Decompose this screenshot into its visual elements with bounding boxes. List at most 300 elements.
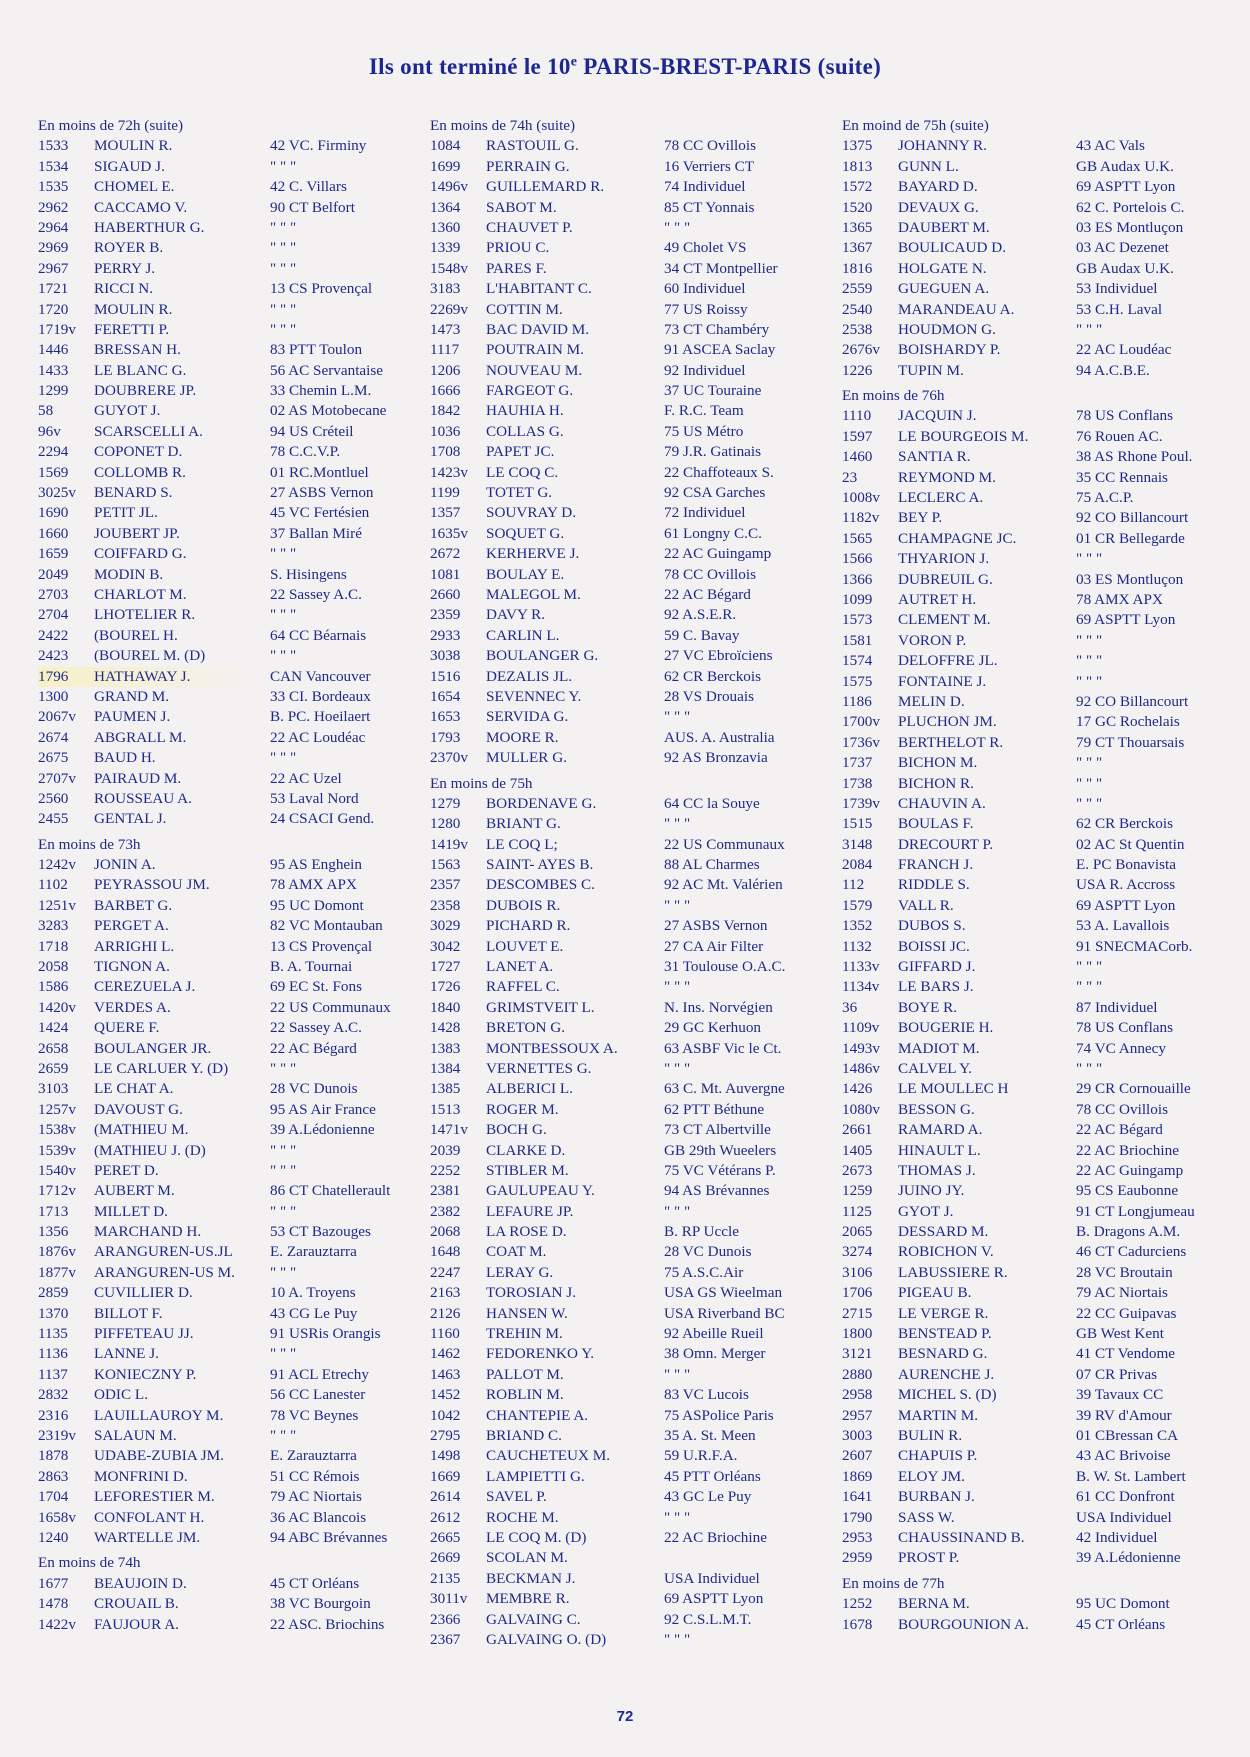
rider-name: GRIMSTVEIT L. <box>486 998 595 1016</box>
result-row <box>842 1344 1242 1364</box>
rider-number: 1426 <box>842 1080 873 1098</box>
rider-club: " " " <box>270 259 297 277</box>
rider-club: " " " <box>664 218 691 236</box>
result-row <box>430 1242 835 1262</box>
result-row <box>38 855 428 875</box>
rider-club: 22 AC Uzel <box>270 769 342 787</box>
rider-name: MARCHAND H. <box>94 1223 202 1241</box>
result-row <box>842 1426 1242 1446</box>
rider-number: 1446 <box>38 341 69 359</box>
rider-number: 1816 <box>842 259 873 277</box>
result-row <box>842 794 1242 814</box>
rider-name: LE BOURGEOIS M. <box>898 427 1029 445</box>
rider-club: " " " <box>664 978 691 996</box>
rider-number: 1538v <box>38 1121 76 1139</box>
rider-club: 39 A.Lédonienne <box>1076 1549 1181 1567</box>
rider-number: 1257v <box>38 1100 76 1118</box>
result-row <box>430 503 835 523</box>
rider-name: THYARION J. <box>898 550 990 568</box>
rider-number: 1700v <box>842 713 880 731</box>
rider-name: PETIT JL. <box>94 504 158 522</box>
rider-name: LOUVET E. <box>486 937 564 955</box>
results-column-3 <box>842 116 1242 1635</box>
rider-club: 87 Individuel <box>1076 998 1158 1016</box>
rider-number: 112 <box>842 876 865 894</box>
rider-number: 1300 <box>38 687 69 705</box>
rider-club: 07 CR Privas <box>1076 1365 1158 1383</box>
result-row <box>38 1181 428 1201</box>
rider-number: 1573 <box>842 611 873 629</box>
rider-number: 3103 <box>38 1080 69 1098</box>
rider-number: 1842 <box>430 402 461 420</box>
result-row <box>38 1487 428 1507</box>
result-row <box>842 651 1242 671</box>
result-row <box>38 463 428 483</box>
rider-name: ELOY JM. <box>898 1467 965 1485</box>
rider-name: GUYOT J. <box>94 402 161 420</box>
rider-club: 22 AC Briochine <box>1076 1141 1179 1159</box>
rider-club: " " " <box>1076 1059 1103 1077</box>
rider-name: PERRY J. <box>94 259 156 277</box>
rider-name: ROGER M. <box>486 1100 559 1118</box>
rider-name: ODIC L. <box>94 1386 148 1404</box>
rider-club: 69 ASPTT Lyon <box>1076 896 1176 914</box>
section-heading: En moins de 77h <box>842 1574 945 1592</box>
result-row <box>430 748 835 768</box>
rider-number: 2065 <box>842 1223 873 1241</box>
rider-name: COLLAS G. <box>486 422 564 440</box>
rider-number: 1383 <box>430 1039 461 1057</box>
rider-number: 2319v <box>38 1427 76 1444</box>
rider-name: CLARKE D. <box>486 1141 566 1159</box>
rider-name: PROST P. <box>898 1549 960 1567</box>
rider-number: 1659 <box>38 545 69 563</box>
result-row <box>842 835 1242 855</box>
rider-club: E. Zarauztarra <box>270 1447 357 1465</box>
rider-name: ROCHE M. <box>486 1508 559 1526</box>
result-row <box>38 381 428 401</box>
rider-name: CHARLOT M. <box>94 585 187 603</box>
rider-number: 2559 <box>842 280 873 298</box>
rider-club: GB 29th Wueelers <box>664 1141 777 1159</box>
result-row <box>842 1594 1242 1614</box>
rider-name: DUBOS S. <box>898 917 966 935</box>
rider-club: USA R. Accross <box>1076 876 1176 894</box>
result-row <box>38 809 428 829</box>
rider-club: 92 Abeille Rueil <box>664 1325 764 1343</box>
result-row <box>38 1508 428 1528</box>
rider-name: BOURGOUNION A. <box>898 1615 1029 1633</box>
result-row <box>38 916 428 936</box>
rider-name: MALEGOL M. <box>486 585 581 603</box>
rider-club: 94 ABC Brévannes <box>270 1528 388 1546</box>
rider-club: 31 Toulouse O.A.C. <box>664 958 786 976</box>
rider-number: 1259 <box>842 1182 873 1200</box>
result-row <box>38 1039 428 1059</box>
rider-number: 1099 <box>842 590 873 608</box>
result-row <box>430 957 835 977</box>
rider-name: RASTOUIL G. <box>486 137 579 155</box>
rider-number: 1422v <box>38 1615 76 1633</box>
result-row <box>842 1304 1242 1324</box>
rider-name: CHAUVET P. <box>486 218 573 236</box>
rider-number: 1708 <box>430 443 461 461</box>
rider-name: CONFOLANT H. <box>94 1508 205 1526</box>
rider-club: 78 VC Beynes <box>270 1406 359 1424</box>
rider-number: 1720 <box>38 300 69 318</box>
rider-name: LECLERC A. <box>898 489 984 507</box>
result-row <box>842 340 1242 360</box>
rider-number: 2612 <box>430 1508 461 1526</box>
rider-name: RAMARD A. <box>898 1121 983 1139</box>
rider-name: GALVAING O. (D) <box>486 1630 607 1648</box>
rider-name: SABOT M. <box>486 198 557 216</box>
rider-number: 2715 <box>842 1304 873 1322</box>
rider-name: FONTAINE J. <box>898 672 987 690</box>
rider-club: 78 CC Ovillois <box>664 137 756 155</box>
result-row <box>38 442 428 462</box>
rider-name: PARES F. <box>486 259 547 277</box>
result-row <box>430 977 835 997</box>
result-row <box>842 279 1242 299</box>
rider-number: 1199 <box>430 484 460 502</box>
rider-number: 2135 <box>430 1569 461 1587</box>
section-heading: En moind de 75h (suite) <box>842 117 989 134</box>
rider-number: 1736v <box>842 733 880 751</box>
rider-club: " " " <box>664 815 691 833</box>
result-row <box>38 1242 428 1262</box>
result-row <box>430 361 835 381</box>
results-column-2 <box>430 116 835 1650</box>
result-row <box>842 508 1242 528</box>
result-row <box>38 646 428 666</box>
rider-club: 53 Individuel <box>1076 280 1158 298</box>
rider-number: 2704 <box>38 606 69 624</box>
rider-number: 2455 <box>38 810 69 828</box>
rider-name: SANTIA R. <box>898 448 971 466</box>
rider-name: PIFFETEAU JJ. <box>94 1325 194 1343</box>
rider-name: CAUCHETEUX M. <box>486 1447 611 1465</box>
result-row <box>430 1610 835 1630</box>
rider-name: SERVIDA G. <box>486 708 569 726</box>
rider-club: 03 AC Dezenet <box>1076 239 1169 257</box>
rider-name: BULIN R. <box>898 1427 963 1444</box>
rider-club: 73 CT Chambéry <box>664 320 770 338</box>
result-row <box>38 667 428 687</box>
rider-club: " " " <box>270 545 297 563</box>
result-row <box>38 483 428 503</box>
rider-number: 2962 <box>38 198 69 216</box>
rider-number: 1840 <box>430 998 461 1016</box>
result-row <box>430 1181 835 1201</box>
rider-number: 2969 <box>38 239 69 257</box>
result-row <box>842 447 1242 467</box>
rider-name: BOULAS F. <box>898 815 974 833</box>
rider-name: MARTIN M. <box>898 1406 979 1424</box>
rider-club: 61 Longny C.C. <box>664 524 762 542</box>
rider-name: BAC DAVID M. <box>486 320 590 338</box>
result-row <box>430 524 835 544</box>
rider-name: BOISSI JC. <box>898 937 970 955</box>
rider-number: 1699 <box>430 157 461 175</box>
rider-number: 1117 <box>430 341 460 359</box>
rider-number: 1876v <box>38 1243 76 1261</box>
rider-number: 1535 <box>38 178 69 196</box>
rider-number: 1597 <box>842 427 873 445</box>
rider-club: 95 AS Air France <box>270 1100 376 1118</box>
rider-club: 22 US Communaux <box>664 835 785 853</box>
rider-name: VERDES A. <box>94 998 171 1016</box>
rider-club: 02 AC St Quentin <box>1076 835 1185 853</box>
rider-club: 10 A. Troyens <box>270 1284 356 1302</box>
rider-number: 2859 <box>38 1284 69 1302</box>
result-row <box>430 998 835 1018</box>
rider-club: 45 CT Orléans <box>270 1574 360 1592</box>
result-row <box>842 1222 1242 1242</box>
result-row <box>38 728 428 748</box>
rider-name: CHANTEPIE A. <box>486 1406 589 1424</box>
rider-club: 37 Ballan Miré <box>270 524 362 542</box>
rider-name: FRANCH J. <box>898 856 974 874</box>
rider-number: 2933 <box>430 626 461 644</box>
rider-number: 2382 <box>430 1202 461 1220</box>
rider-number: 2316 <box>38 1406 69 1424</box>
rider-number: 1370 <box>38 1304 69 1322</box>
result-row <box>430 1446 835 1466</box>
result-row <box>430 259 835 279</box>
rider-club: 62 CR Berckois <box>664 667 762 685</box>
rider-number: 2269v <box>430 300 468 318</box>
rider-number: 1365 <box>842 218 873 236</box>
rider-name: SOUVRAY D. <box>486 504 577 522</box>
rider-name: TIGNON A. <box>94 958 170 976</box>
rider-name: ALBERICI L. <box>486 1080 573 1098</box>
rider-name: MELIN D. <box>898 692 965 710</box>
result-row <box>38 1304 428 1324</box>
rider-name: BICHON M. <box>898 754 978 772</box>
rider-club: 59 U.R.F.A. <box>664 1447 738 1465</box>
rider-club: 86 CT Chatellerault <box>270 1182 391 1200</box>
rider-club: 78 US Conflans <box>1076 1019 1174 1037</box>
result-row <box>38 1446 428 1466</box>
rider-name: MOULIN R. <box>94 300 173 318</box>
result-row <box>430 646 835 666</box>
rider-number: 1533 <box>38 137 69 155</box>
result-row <box>430 157 835 177</box>
rider-name: TOROSIAN J. <box>486 1284 577 1302</box>
rider-club: " " " <box>664 708 691 726</box>
rider-club: " " " <box>270 239 297 257</box>
rider-number: 1473 <box>430 320 461 338</box>
rider-name: FAUJOUR A. <box>94 1615 179 1633</box>
rider-club: 51 CC Rémois <box>270 1467 360 1485</box>
rider-name: HINAULT L. <box>898 1141 981 1159</box>
rider-number: 1877v <box>38 1263 76 1281</box>
rider-name: ARANGUREN-US M. <box>94 1263 235 1281</box>
rider-name: GUEGUEN A. <box>898 280 990 298</box>
title-sup: e <box>570 54 578 70</box>
result-row <box>430 937 835 957</box>
rider-number: 96v <box>38 422 61 440</box>
rider-name: AUBERT M. <box>94 1182 175 1200</box>
rider-name: BOULICAUD D. <box>898 239 1006 257</box>
result-row <box>842 157 1242 177</box>
rider-club: USA Individuel <box>1076 1508 1172 1526</box>
rider-name: LEFAURE JP. <box>486 1202 574 1220</box>
rider-number: 1586 <box>38 978 69 996</box>
result-row <box>842 610 1242 630</box>
result-row <box>38 605 428 625</box>
rider-name: JACQUIN J. <box>898 407 977 425</box>
result-row <box>842 712 1242 732</box>
rider-name: SOQUET G. <box>486 524 565 542</box>
rider-number: 1478 <box>38 1595 69 1613</box>
result-row <box>38 565 428 585</box>
rider-club: " " " <box>1076 672 1103 690</box>
rider-club: 78 AMX APX <box>270 876 357 894</box>
rider-club: 17 GC Rochelais <box>1076 713 1180 731</box>
rider-number: 1036 <box>430 422 461 440</box>
rider-name: BRESSAN H. <box>94 341 181 359</box>
result-row <box>842 937 1242 957</box>
result-row <box>430 1161 835 1181</box>
rider-club: N. Ins. Norvégien <box>664 998 773 1016</box>
rider-name: MARANDEAU A. <box>898 300 1015 318</box>
rider-number: 2049 <box>38 565 69 583</box>
rider-number: 1360 <box>430 218 461 236</box>
result-row <box>38 748 428 768</box>
rider-name: COPONET D. <box>94 443 183 461</box>
rider-name: LE VERGE R. <box>898 1304 989 1322</box>
rider-number: 1252 <box>842 1595 873 1613</box>
rider-club: GB Audax U.K. <box>1076 157 1174 175</box>
result-row <box>38 626 428 646</box>
rider-name: CHOMEL E. <box>94 178 175 196</box>
rider-name: FEDORENKO Y. <box>486 1345 595 1363</box>
rider-club: " " " <box>1076 794 1103 812</box>
result-row <box>430 855 835 875</box>
rider-name: BEAUJOIN D. <box>94 1574 187 1592</box>
rider-club: 64 CC la Souye <box>664 794 760 812</box>
rider-name: SCOLAN M. <box>486 1549 568 1567</box>
result-row <box>430 1324 835 1344</box>
rider-name: TUPIN M. <box>898 361 964 379</box>
rider-name: CACCAMO V. <box>94 198 188 216</box>
result-row <box>38 259 428 279</box>
rider-club: " " " <box>664 1059 691 1077</box>
rider-name: BAYARD D. <box>898 178 978 196</box>
rider-number: 1136 <box>38 1345 68 1363</box>
rider-number: 1666 <box>430 382 461 400</box>
rider-club: 69 ASPTT Lyon <box>1076 611 1176 629</box>
rider-number: 2707v <box>38 769 76 787</box>
result-row <box>430 1487 835 1507</box>
rider-club: 62 PTT Béthune <box>664 1100 765 1118</box>
rider-number: 1042 <box>430 1406 461 1424</box>
rider-club: 45 VC Fertésien <box>270 504 370 522</box>
rider-club: 92 Individuel <box>664 361 746 379</box>
result-row <box>430 198 835 218</box>
rider-club: 28 VC Dunois <box>270 1080 358 1098</box>
rider-name: RAFFEL C. <box>486 978 560 996</box>
rider-number: 1793 <box>430 728 461 746</box>
result-row <box>430 381 835 401</box>
rider-name: SALAUN M. <box>94 1427 177 1444</box>
result-row <box>430 814 835 834</box>
rider-club: 90 CT Belfort <box>270 198 355 216</box>
rider-club: 24 CSACI Gend. <box>270 810 375 828</box>
result-row <box>842 1615 1242 1635</box>
rider-number: 1160 <box>430 1325 460 1343</box>
rider-name: L'HABITANT C. <box>486 280 592 298</box>
rider-number: 1486v <box>842 1059 880 1077</box>
rider-number: 1102 <box>38 876 68 894</box>
rider-number: 2660 <box>430 585 461 603</box>
rider-club: 91 CT Longjumeau <box>1076 1202 1195 1220</box>
result-row <box>430 687 835 707</box>
rider-number: 1706 <box>842 1284 873 1302</box>
rider-club: 63 C. Mt. Auvergne <box>664 1080 785 1098</box>
result-row <box>38 769 428 789</box>
rider-club: 56 CC Lanester <box>270 1386 366 1404</box>
rider-club: 95 UC Domont <box>1076 1595 1170 1613</box>
rider-name: DUBREUIL G. <box>898 570 993 588</box>
rider-club: " " " <box>270 647 297 665</box>
rider-name: ROUSSEAU A. <box>94 789 192 807</box>
rider-number: 1498 <box>430 1447 461 1465</box>
rider-number: 1134v <box>842 978 880 996</box>
rider-number: 1660 <box>38 524 69 542</box>
result-row <box>38 1059 428 1079</box>
rider-club: S. Hisingens <box>270 565 347 583</box>
rider-name: BECKMAN J. <box>486 1569 576 1587</box>
rider-club: 42 VC. Firminy <box>270 137 367 155</box>
rider-name: WARTELLE JM. <box>94 1528 201 1546</box>
rider-name: DESSARD M. <box>898 1223 989 1241</box>
rider-name: MONTBESSOUX A. <box>486 1039 618 1057</box>
result-row <box>842 1446 1242 1466</box>
rider-club: 28 VS Drouais <box>664 687 755 705</box>
rider-number: 2675 <box>38 749 69 767</box>
rider-number: 3011v <box>430 1590 468 1608</box>
rider-number: 1364 <box>430 198 461 216</box>
rider-name: HAUHIA H. <box>486 402 564 420</box>
rider-club: 16 Verriers CT <box>664 157 754 175</box>
rider-club: 27 ASBS Vernon <box>664 917 768 935</box>
rider-name: MODIN B. <box>94 565 164 583</box>
rider-number: 2665 <box>430 1528 461 1546</box>
rider-name: LANET A. <box>486 958 554 976</box>
rider-number: 2659 <box>38 1059 69 1077</box>
rider-name: SIGAUD J. <box>94 157 165 175</box>
rider-number: 1375 <box>842 137 873 155</box>
rider-name: COLLOMB R. <box>94 463 186 481</box>
rider-name: ROBLIN M. <box>486 1386 564 1404</box>
section-heading: En moins de 76h <box>842 387 945 405</box>
rider-club: 94 US Créteil <box>270 422 354 440</box>
result-row <box>430 794 835 814</box>
rider-name: (BOUREL M. (D) <box>94 647 206 665</box>
rider-name: VERNETTES G. <box>486 1059 592 1077</box>
rider-name: MILLET D. <box>94 1202 168 1220</box>
rider-number: 1366 <box>842 570 873 588</box>
result-row <box>38 401 428 421</box>
result-row <box>430 1508 835 1528</box>
rider-number: 3183 <box>430 280 461 298</box>
result-row <box>430 463 835 483</box>
result-row <box>430 1467 835 1487</box>
rider-club: 92 C.S.L.M.T. <box>664 1610 752 1628</box>
